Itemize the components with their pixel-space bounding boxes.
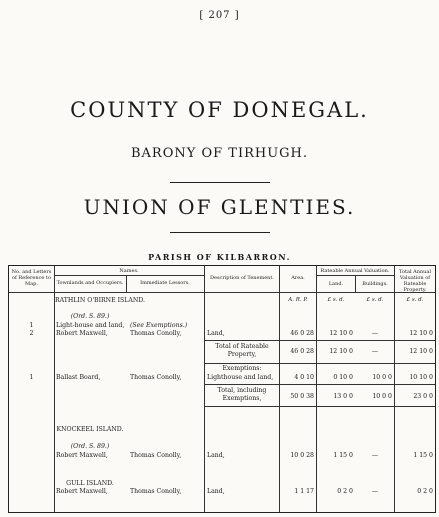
valuation-table: [8, 265, 436, 513]
parish-title: PARISH OF KILBARRON.: [148, 252, 291, 262]
land-value: 1 15 0: [333, 452, 353, 459]
area: 46 0 28: [290, 348, 314, 355]
total-label: Total, including Exemptions,: [217, 387, 267, 402]
island-name: RATHLIN O'BIRNE ISLAND.: [55, 297, 145, 304]
occupier: Ballast Board,: [56, 374, 101, 381]
buildings-value: —: [371, 452, 379, 459]
area: 4 0 10: [294, 374, 314, 381]
island-name: KNOCKEEL ISLAND.: [56, 426, 124, 433]
ordnance-sheet: (Ord. S. 89.): [70, 313, 110, 320]
units-buildings: £ s. d.: [366, 297, 384, 303]
buildings-value: —: [371, 348, 379, 355]
header-valuation: Rateable Annual Valuation.: [320, 268, 390, 274]
occupier: Robert Maxwell,: [56, 330, 108, 337]
total-value: 12 10 0: [409, 330, 433, 337]
page-number: [ 207 ]: [199, 10, 240, 21]
buildings-value: 10 0 0: [372, 374, 392, 381]
description: Land,: [207, 452, 225, 459]
total-value: 10 10 0: [409, 374, 433, 381]
area: 50 0 38: [290, 393, 314, 400]
total-value: 1 15 0: [413, 452, 433, 459]
header-townlands: Townlands and Occupiers.: [56, 280, 124, 286]
lessor: Thomas Conolly,: [130, 452, 182, 459]
row-line: [204, 384, 435, 385]
land-value: 0 10 0: [333, 374, 353, 381]
lessor: Thomas Conolly,: [130, 374, 182, 381]
header-names: Names.: [119, 268, 139, 274]
barony-title: BARONY OF TIRHUGH.: [130, 146, 309, 161]
union-title: UNION OF GLENTIES.: [83, 195, 356, 219]
lessor: Thomas Conolly,: [130, 488, 182, 495]
total-value: 0 2 0: [417, 488, 433, 495]
header-area: Area.: [291, 275, 305, 281]
buildings-value: —: [371, 488, 379, 495]
area: 1 1 17: [294, 488, 314, 495]
buildings-value: —: [371, 330, 379, 337]
occupier: Robert Maxwell,: [56, 488, 108, 495]
header-lessors: Immediate Lessors.: [140, 280, 190, 286]
description: Land,: [207, 330, 225, 337]
land-value: 12 10 0: [329, 330, 353, 337]
land-value: 0 2 0: [337, 488, 353, 495]
row-line: [316, 275, 394, 276]
row-line: [54, 275, 204, 276]
total-value: 23 0 0: [413, 393, 433, 400]
description: Land,: [207, 488, 225, 495]
units-total: £ s. d.: [406, 297, 424, 303]
ref-number: 1: [29, 374, 34, 381]
lessor: Thomas Conolly,: [130, 330, 182, 337]
description: Lighthouse and land,: [207, 374, 274, 381]
row-line: [204, 363, 435, 364]
ordnance-sheet: (Ord. S. 89.): [70, 443, 110, 450]
land-value: 12 10 0: [329, 348, 353, 355]
header-buildings: Buildings.: [362, 281, 388, 287]
header-total: Total Annual Valuation of Rateable Property.: [399, 269, 431, 293]
divider-bottom: [170, 232, 270, 233]
units-land: £ s. d.: [327, 297, 345, 303]
total-value: 12 10 0: [409, 348, 433, 355]
ref-number: 2: [29, 330, 34, 337]
units-area: A. R. P.: [288, 297, 308, 303]
row-line: [204, 406, 435, 407]
county-title: COUNTY OF DONEGAL.: [70, 98, 369, 122]
area: 10 0 28: [290, 452, 314, 459]
land-value: 13 0 0: [333, 393, 353, 400]
row-line: [204, 340, 435, 341]
header-description: Description of Tenement.: [209, 275, 274, 281]
header-land: Land.: [328, 281, 344, 287]
header-no: No. and Letters of Reference to Map.: [11, 269, 52, 287]
island-name: GULL ISLAND.: [66, 480, 114, 487]
header-bottom-line: [9, 292, 435, 293]
divider-top: [170, 182, 270, 183]
area: 46 0 28: [290, 330, 314, 337]
buildings-value: 10 0 0: [372, 393, 392, 400]
exemptions-label: Exemptions:: [222, 365, 262, 372]
lessor: (See Exemptions.): [130, 322, 188, 329]
total-label: Total of Rateable Property,: [215, 343, 269, 358]
occupier: Robert Maxwell,: [56, 452, 108, 459]
ref-number: 1: [29, 322, 34, 329]
occupier: Light-house and land,: [56, 322, 125, 329]
